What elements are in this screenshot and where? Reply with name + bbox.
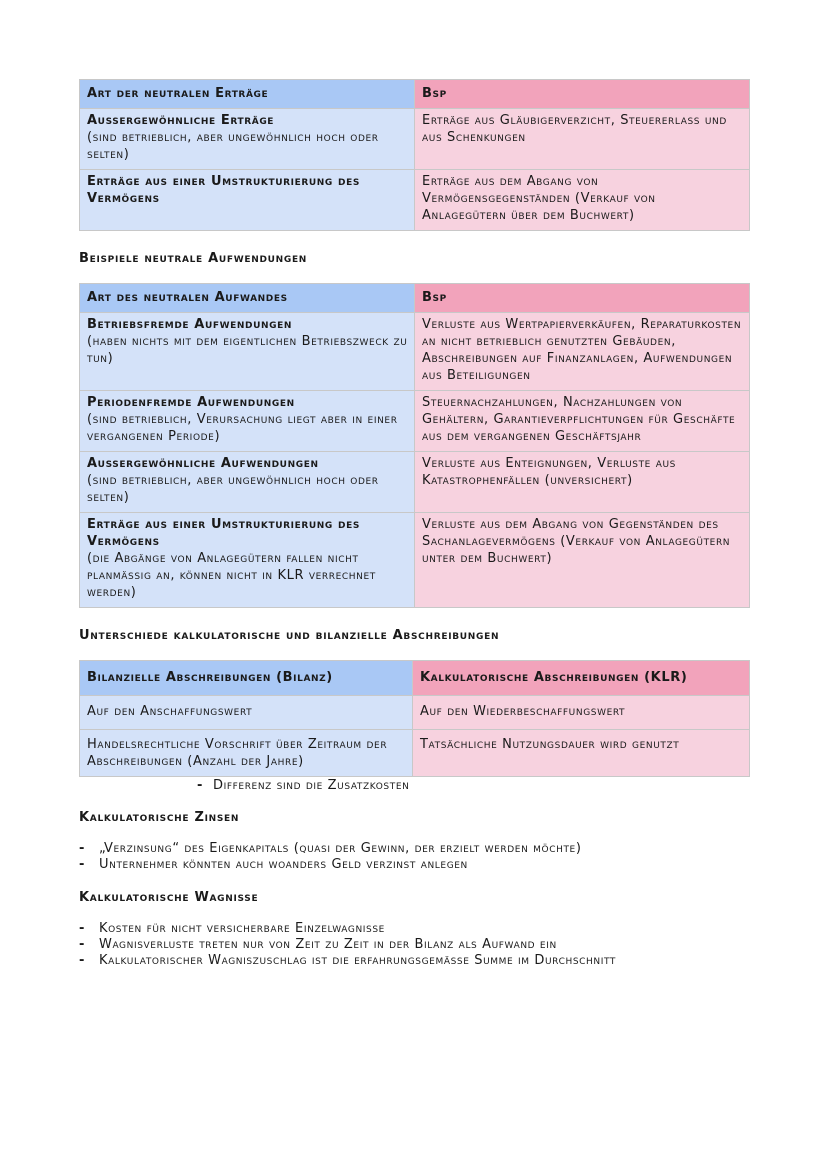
example-cell: Erträge aus dem Abgang von Vermögensgegenständen (Verkauf von Anlagegütern über dem Buchwert) bbox=[415, 170, 750, 231]
header-cell: Kalkulatorische Abschreibungen (KLR) bbox=[413, 661, 750, 696]
list-item: - Unternehmer könnten auch woanders Geld verzinst anlegen bbox=[79, 857, 749, 873]
neutral-expenses-table bbox=[79, 283, 750, 608]
table-row bbox=[80, 730, 750, 777]
row-title: Erträge aus einer Umstrukturierung des Vermögens bbox=[87, 517, 360, 549]
example-cell: Verluste aus Enteignungen, Verluste aus Katastrophenfällen (unversichert) bbox=[415, 452, 750, 513]
row-description: (haben nichts mit dem eigentlichen Betriebszweck zu tun) bbox=[87, 334, 408, 366]
type-cell bbox=[80, 313, 415, 391]
table-row bbox=[80, 696, 750, 730]
type-cell bbox=[80, 513, 415, 608]
type-cell bbox=[80, 391, 415, 452]
type-cell: Erträge aus einer Umstrukturierung des Vermögens bbox=[80, 170, 415, 231]
example-cell: Verluste aus dem Abgang von Gegenständen des Sachanlagevermögens (Verkauf von Anlagegütern unter dem Buchwert) bbox=[415, 513, 750, 608]
example-cell: Verluste aus Wertpapierverkäufen, Reparaturkosten an nicht betrieblich genutzten Gebäuden, Abschreibungen auf Finanzanlagen, Aufwendungen aus Beteiligungen bbox=[415, 313, 750, 391]
row-title: Betriebsfremde Aufwendungen bbox=[87, 317, 292, 332]
header-cell: Bilanzielle Abschreibungen (Bilanz) bbox=[80, 661, 413, 696]
table-row bbox=[80, 452, 750, 513]
row-description: (die Abgänge von Anlagegütern fallen nicht planmässig an, können nicht in KLR verrechnet werden) bbox=[87, 551, 376, 600]
table-row bbox=[80, 170, 750, 231]
example-cell: Steuernachzahlungen, Nachzahlungen von Gehältern, Garantieverpflichtungen für Geschäfte aus dem vergangenen Geschäftsjahr bbox=[415, 391, 750, 452]
type-cell bbox=[80, 452, 415, 513]
type-cell bbox=[80, 109, 415, 170]
table-header-row bbox=[80, 284, 750, 313]
section-heading: Kalkulatorische Wagnisse bbox=[79, 890, 259, 905]
note-line bbox=[79, 778, 749, 793]
table-row bbox=[80, 313, 750, 391]
list-item: - Kalkulatorischer Wagniszuschlag ist die erfahrungsgemässe Summe im Durchschnitt bbox=[79, 953, 749, 969]
table-row bbox=[80, 391, 750, 452]
neutral-revenue-table bbox=[79, 79, 750, 231]
bilanz-cell: Handelsrechtliche Vorschrift über Zeitraum der Abschreibungen (Anzahl der Jahre) bbox=[80, 730, 413, 777]
table-row bbox=[80, 513, 750, 608]
list-item: - Kosten für nicht versicherbare Einzelwagnisse bbox=[79, 921, 749, 937]
row-description: (sind betrieblich, aber ungewöhnlich hoch oder selten) bbox=[87, 130, 379, 162]
note-text: Differenz sind die Zusatzkosten bbox=[213, 778, 410, 793]
header-cell: Bsp bbox=[415, 284, 750, 313]
section-heading: Unterschiede kalkulatorische und bilanzielle Abschreibungen bbox=[79, 628, 500, 643]
klr-cell: Tatsächliche Nutzungsdauer wird genutzt bbox=[413, 730, 750, 777]
header-cell: Art des neutralen Aufwandes bbox=[80, 284, 415, 313]
row-title: Aussergewöhnliche Aufwendungen bbox=[87, 456, 319, 471]
section-heading: Beispiele neutrale Aufwendungen bbox=[79, 251, 308, 266]
row-title: Aussergewöhnliche Erträge bbox=[87, 113, 275, 128]
dash-bullet: - bbox=[197, 778, 203, 793]
header-cell: Bsp bbox=[415, 80, 750, 109]
header-cell: Art der neutralen Erträge bbox=[80, 80, 415, 109]
section-heading: Kalkulatorische Zinsen bbox=[79, 810, 240, 825]
klr-cell: Auf den Wiederbeschaffungswert bbox=[413, 696, 750, 730]
table-header-row bbox=[80, 80, 750, 109]
bilanz-cell: Auf den Anschaffungswert bbox=[80, 696, 413, 730]
table-header-row bbox=[80, 661, 750, 696]
depreciation-comparison-table bbox=[79, 660, 750, 777]
list-item: - „Verzinsung“ des Eigenkapitals (quasi der Gewinn, der erzielt werden möchte) bbox=[79, 841, 749, 857]
row-title: Periodenfremde Aufwendungen bbox=[87, 395, 295, 410]
document-page bbox=[79, 79, 749, 969]
example-cell: Erträge aus Gläubigerverzicht, Steuererlass und aus Schenkungen bbox=[415, 109, 750, 170]
table-row bbox=[80, 109, 750, 170]
list-item: - Wagnisverluste treten nur von Zeit zu Zeit in der Bilanz als Aufwand ein bbox=[79, 937, 749, 953]
zinsen-list bbox=[79, 841, 749, 873]
row-description: (sind betrieblich, aber ungewöhnlich hoch oder selten) bbox=[87, 473, 379, 505]
wagnisse-list bbox=[79, 921, 749, 969]
row-description: (sind betrieblich, Verursachung liegt aber in einer vergangenen Periode) bbox=[87, 412, 398, 444]
